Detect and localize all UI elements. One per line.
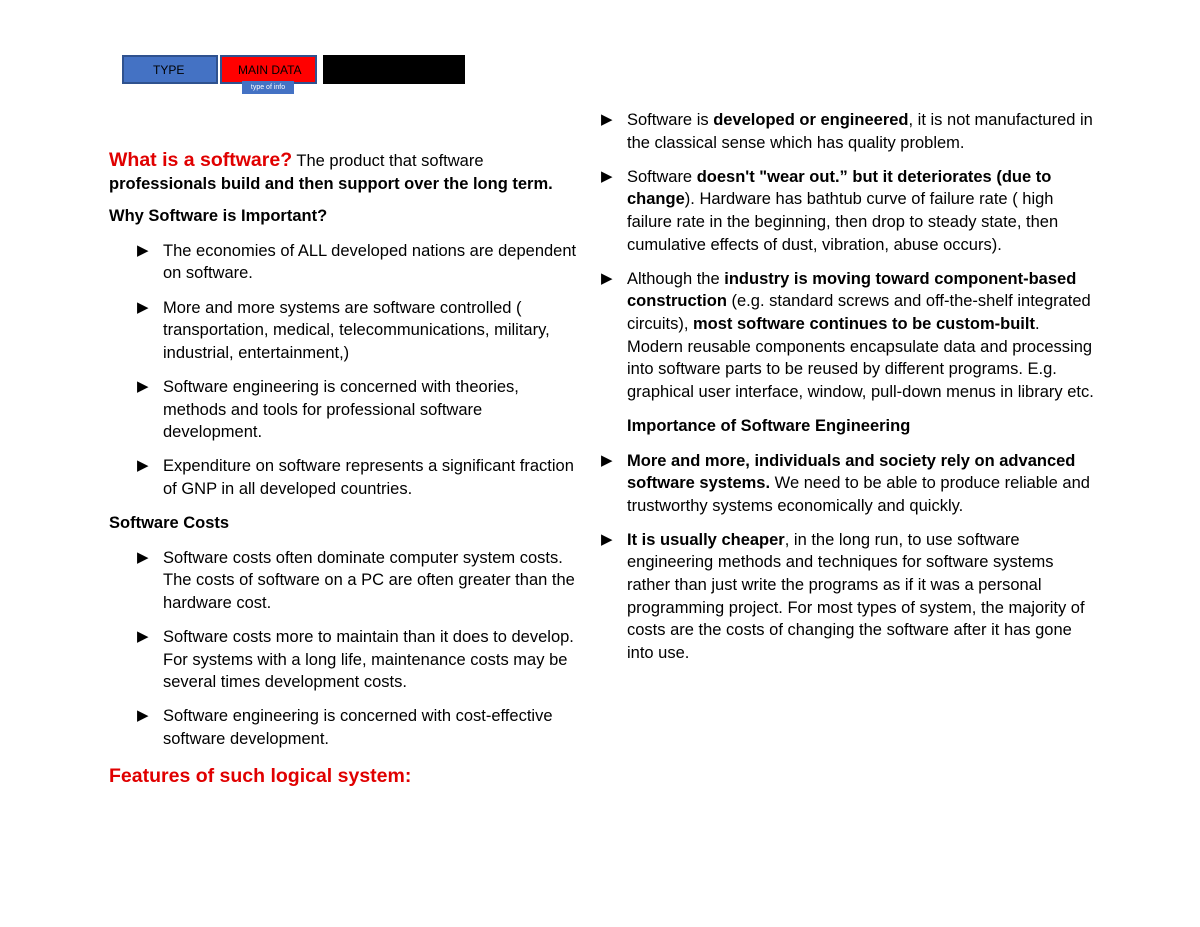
type-box: [122, 55, 218, 84]
bullet-arrow-icon: ▶: [601, 530, 613, 548]
list-item-text: Software costs more to maintain than it does to develop. For systems with a long life, maintenance costs may be several times development costs.: [163, 628, 574, 692]
list-item-text: More and more systems are software controlled ( transportation, medical, telecommunications, military, industrial, entertainment,): [163, 298, 550, 362]
intro-paragraph: [109, 149, 579, 195]
item-text: . Modern reusable components encapsulate data and processing into software parts to be reused by different programs. E.g. graphical user interface, window, pull-down menus in library etc.: [627, 314, 1094, 401]
list-item: [109, 240, 579, 285]
list-item-text: The economies of ALL developed nations are dependent on software.: [163, 241, 577, 283]
bullet-arrow-icon: ▶: [137, 377, 149, 395]
list-item: [109, 297, 579, 365]
type-label: TYPE: [153, 63, 185, 77]
item-bold: More and more, individuals and society rely on advanced software systems.: [627, 451, 1076, 493]
list-item: [109, 705, 579, 750]
intro-question: What is a software?: [109, 149, 293, 171]
bullet-arrow-icon: ▶: [601, 451, 613, 469]
costs-list: [109, 547, 579, 751]
item-text: (e.g. standard screws and off-the-shelf integrated circuits),: [627, 292, 1091, 333]
bullet-arrow-icon: ▶: [137, 457, 149, 475]
item-bold: most software continues to be custom-built: [693, 314, 1035, 333]
item-text: Software is: [627, 111, 714, 129]
intro-bold: professionals build and then support over the long term.: [109, 174, 553, 193]
list-item-text: Software engineering is concerned with cost-effective software development.: [163, 707, 553, 749]
item-text: ). Hardware has bathtub curve of failure rate ( high failure rate in the beginning, then drop to steady state, then cumulative effects of dust, vibration, abuse occurs).: [627, 190, 1059, 254]
importance-heading: Importance of Software Engineering: [627, 416, 911, 435]
features-heading: Features of such logical system:: [109, 764, 412, 787]
item-bold: industry is moving toward component-based construction: [627, 269, 1077, 311]
item-bold: doesn't "wear out.” but it deteriorates (due to change: [627, 167, 1052, 209]
software-nature-list: [573, 109, 1097, 403]
item-text: Although the: [627, 269, 725, 288]
bullet-arrow-icon: ▶: [137, 548, 149, 566]
importance-list: [573, 450, 1097, 665]
item-bold: developed or engineered: [713, 111, 909, 129]
costs-heading: Software Costs: [109, 514, 230, 533]
bullet-arrow-icon: ▶: [137, 707, 149, 725]
list-item: [109, 376, 579, 444]
list-item: [109, 455, 579, 500]
list-item: [573, 166, 1097, 256]
item-text: , in the long run, to use software engineering methods and techniques for software systems rather than just write the programs as if it was a personal programming project. For most types of system, the majority of costs are the costs of changing the software after it has gone into use.: [627, 530, 1085, 662]
bullet-arrow-icon: ▶: [137, 628, 149, 646]
type-of-info-label: type of info: [250, 84, 286, 91]
list-item: [109, 547, 579, 615]
bullet-arrow-icon: ▶: [601, 111, 613, 128]
list-item-text: Software costs often dominate computer system costs. The costs of software on a PC are often greater than the hardware cost.: [163, 548, 575, 612]
main-data-label: MAIN DATA: [238, 63, 302, 77]
why-list: [109, 240, 579, 501]
type-of-info-box: [242, 81, 294, 94]
list-item: [573, 450, 1097, 518]
intro-text: The product that software: [292, 152, 484, 170]
list-item-text: Software engineering is concerned with theories, methods and tools for professional software development.: [163, 377, 519, 442]
left-column: [109, 149, 579, 787]
bullet-arrow-icon: ▶: [137, 298, 149, 316]
item-text: Software: [627, 167, 697, 186]
list-item: [573, 268, 1097, 404]
main-data-box: [220, 55, 317, 84]
black-box: [323, 55, 465, 84]
list-item-text: Expenditure on software represents a significant fraction of GNP in all developed countries.: [163, 457, 574, 498]
bullet-arrow-icon: ▶: [601, 269, 613, 287]
bullet-arrow-icon: ▶: [137, 241, 149, 259]
bullet-arrow-icon: ▶: [601, 167, 613, 185]
list-item: [573, 529, 1097, 665]
right-column: [601, 109, 1097, 676]
list-item: [109, 626, 579, 694]
item-text: , it is not manufactured in the classical sense which has quality problem.: [627, 111, 1093, 152]
item-bold: It is usually cheaper: [627, 530, 785, 549]
list-item: [573, 109, 1097, 154]
item-text: We need to be able to produce reliable and trustworthy systems economically and quickly.: [627, 474, 1090, 515]
why-heading: Why Software is Important?: [109, 207, 328, 226]
